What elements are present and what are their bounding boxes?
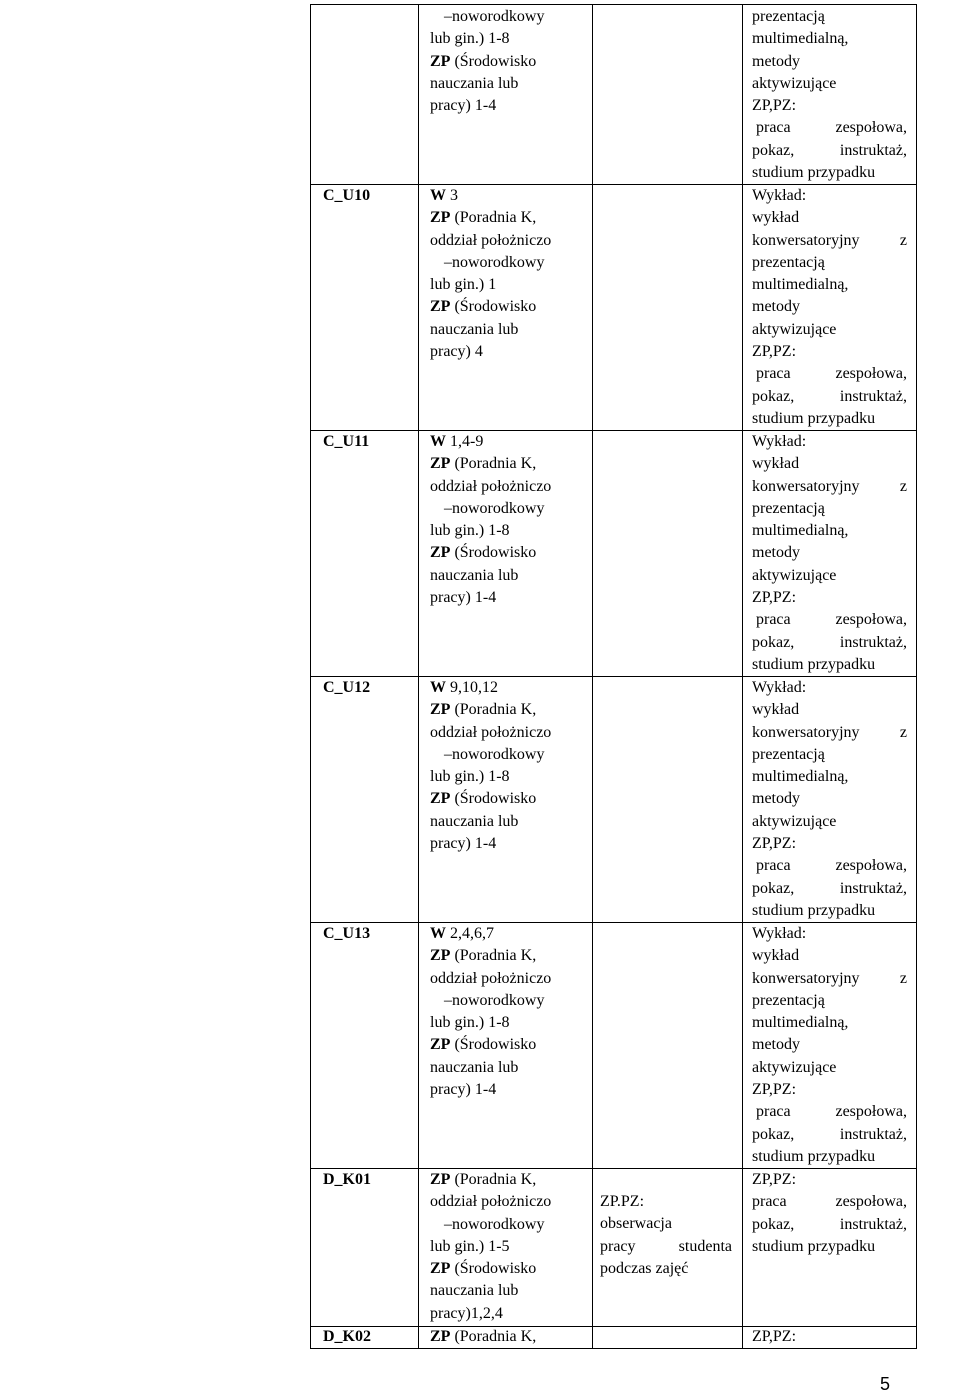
where-line: (Środowisko: [454, 790, 537, 808]
where-line: –noworodkowy: [444, 253, 545, 271]
methods-word: instruktaż,: [839, 1215, 907, 1233]
where-line: (Środowisko: [454, 1260, 537, 1278]
methods-line: metody: [752, 790, 800, 808]
row-where: W 1,4-9 ZP (Poradnia K, oddział położniczo –noworodkowy lub gin.) 1-8 ZP (Środowisko nauczania lub pracy) 1-4: [430, 431, 590, 609]
methods-word: pokaz,: [752, 633, 795, 651]
methods-line: studium przypadku: [752, 1237, 876, 1255]
where-line: pracy) 1-4: [430, 835, 497, 853]
where-line: nauczania lub: [430, 1058, 519, 1076]
methods-word: pokaz,: [752, 1215, 795, 1233]
row-continuation-where: –noworodkowy lub gin.) 1-8 ZP (Środowisko nauczania lub pracy) 1-4: [430, 6, 590, 117]
methods-line: metody: [752, 544, 800, 562]
methods-line: aktywizujące: [752, 1058, 837, 1076]
methods-line: wykład: [752, 209, 800, 227]
where-line: (Środowisko: [454, 298, 537, 316]
row-where: ZP (Poradnia K, oddział położniczo –noworodkowy lub gin.) 1-5 ZP (Środowisko nauczania lub pracy)1,2,4: [430, 1169, 590, 1325]
where-line: 2,4,6,7: [450, 925, 494, 942]
methods-line: metody: [752, 1036, 800, 1054]
methods-word: praca: [752, 1193, 787, 1211]
methods-line: multimedialną,: [752, 30, 849, 48]
row-code: D_K01: [323, 1171, 371, 1188]
methods-line: ZP,PZ:: [752, 589, 797, 607]
row-where: W 3 ZP (Poradnia K, oddział położniczo –noworodkowy lub gin.) 1 ZP (Środowisko nauczania lub pracy) 4: [430, 185, 590, 363]
methods-line: ZP,PZ:: [752, 97, 797, 115]
where-line: lub gin.) 1-8: [430, 522, 510, 540]
where-line: pracy)1,2,4: [430, 1304, 503, 1322]
where-line: –noworodkowy: [444, 1215, 545, 1233]
where-line: pracy) 1-4: [430, 1081, 497, 1099]
where-line: lub gin.) 1-5: [430, 1237, 510, 1255]
methods-line: aktywizujące: [752, 74, 837, 92]
where-line: 1,4-9: [450, 433, 484, 450]
where-line: nauczania lub: [430, 320, 519, 338]
methods-line: prezentacją: [752, 991, 825, 1009]
methods-word: z: [899, 969, 907, 987]
where-line: oddział położniczo: [430, 231, 552, 249]
row-methods: [752, 431, 907, 676]
where-line: (Środowisko: [454, 52, 537, 70]
methods-line: aktywizujące: [752, 566, 837, 584]
methods-line: multimedialną,: [752, 522, 849, 540]
methods-word: pokaz,: [752, 387, 795, 405]
methods-word: konwersatoryjny: [752, 723, 860, 741]
where-line: pracy) 1-4: [430, 589, 497, 607]
methods-word: konwersatoryjny: [752, 477, 860, 495]
methods-word: z: [899, 231, 907, 249]
methods-word: konwersatoryjny: [752, 231, 860, 249]
row-where: ZP (Poradnia K,: [430, 1328, 537, 1345]
methods-line: studium przypadku: [752, 1147, 876, 1165]
methods-line: metody: [752, 298, 800, 316]
where-line: –noworodkowy: [444, 991, 545, 1009]
methods-line: Wykład:: [752, 925, 807, 942]
where-line: nauczania lub: [430, 1282, 519, 1300]
methods-word: praca: [756, 119, 791, 137]
table-border-top: [310, 4, 917, 5]
methods-word: pokaz,: [752, 1125, 795, 1143]
row-methods: [752, 677, 907, 922]
row-methods: [752, 1169, 907, 1258]
methods-line: metody: [752, 52, 800, 70]
where-line: (Środowisko: [454, 1036, 537, 1054]
row-methods: [752, 185, 907, 430]
where-line: pracy) 1-4: [430, 97, 497, 115]
methods-word: praca: [756, 611, 791, 629]
methods-word: instruktaż,: [839, 141, 907, 159]
methods-word: pokaz,: [752, 141, 795, 159]
eval-word: studenta: [678, 1237, 732, 1255]
methods-word: instruktaż,: [839, 633, 907, 651]
methods-line: studium przypadku: [752, 409, 876, 427]
methods-line: ZP,PZ:: [752, 835, 797, 853]
methods-word: zespołowa,: [835, 1193, 907, 1211]
where-line: nauczania lub: [430, 566, 519, 584]
where-line: (Poradnia K,: [454, 947, 537, 965]
row-evaluation: [600, 1191, 732, 1280]
row-where: W 9,10,12 ZP (Poradnia K, oddział położniczo –noworodkowy lub gin.) 1-8 ZP (Środowisko nauczania lub pracy) 1-4: [430, 677, 590, 855]
methods-line: prezentacją: [752, 8, 825, 25]
methods-word: praca: [756, 1103, 791, 1121]
page-number: 5: [880, 1374, 891, 1394]
methods-line: ZP,PZ:: [752, 1328, 797, 1345]
methods-line: ZP,PZ:: [752, 1171, 797, 1188]
where-line: oddział położniczo: [430, 477, 552, 495]
where-line: nauczania lub: [430, 812, 519, 830]
methods-word: zespołowa,: [835, 365, 907, 383]
where-line: (Poradnia K,: [454, 701, 537, 719]
where-line: (Poradnia K,: [454, 455, 537, 473]
where-line: pracy) 4: [430, 343, 483, 361]
methods-word: zespołowa,: [835, 1103, 907, 1121]
row-code: C_U10: [323, 187, 371, 204]
methods-line: Wykład:: [752, 187, 807, 204]
eval-word: pracy: [600, 1237, 636, 1255]
methods-word: praca: [756, 857, 791, 875]
methods-word: zespołowa,: [835, 857, 907, 875]
methods-line: prezentacją: [752, 745, 825, 763]
where-line: nauczania lub: [430, 74, 519, 92]
methods-line: Wykład:: [752, 679, 807, 696]
row-code: C_U11: [323, 433, 370, 450]
row-where: W 2,4,6,7 ZP (Poradnia K, oddział położniczo –noworodkowy lub gin.) 1-8 ZP (Środowisko nauczania lub pracy) 1-4: [430, 923, 590, 1101]
methods-word: zespołowa,: [835, 119, 907, 137]
eval-line: podczas zajęć: [600, 1259, 689, 1277]
methods-word: pokaz,: [752, 879, 795, 897]
methods-word: konwersatoryjny: [752, 969, 860, 987]
where-line: (Poradnia K,: [454, 1171, 537, 1188]
methods-word: zespołowa,: [835, 611, 907, 629]
methods-line: studium przypadku: [752, 164, 876, 182]
row-code: C_U13: [323, 925, 371, 942]
row-methods: [752, 1326, 907, 1348]
methods-line: studium przypadku: [752, 655, 876, 673]
eval-line: ZP.PZ:: [600, 1193, 645, 1210]
methods-word: instruktaż,: [839, 1125, 907, 1143]
methods-line: ZP,PZ:: [752, 343, 797, 361]
where-line: 3: [450, 187, 458, 204]
methods-word: z: [899, 477, 907, 495]
row-continuation-methods: [752, 6, 907, 184]
where-line: –noworodkowy: [444, 745, 545, 763]
methods-word: praca: [756, 365, 791, 383]
eval-line: obserwacja: [600, 1215, 672, 1233]
methods-line: aktywizujące: [752, 812, 837, 830]
methods-line: wykład: [752, 947, 800, 965]
row-methods: [752, 923, 907, 1168]
where-line: oddział położniczo: [430, 723, 552, 741]
row-code: D_K02: [323, 1328, 371, 1345]
where-line: (Poradnia K,: [454, 209, 537, 227]
where-line: –noworodkowy: [444, 499, 545, 517]
where-line: oddział położniczo: [430, 1193, 552, 1211]
row-code: C_U12: [323, 679, 371, 696]
where-line: (Środowisko: [454, 544, 537, 562]
where-line: lub gin.) 1-8: [430, 30, 510, 48]
methods-line: prezentacją: [752, 253, 825, 271]
methods-word: z: [899, 723, 907, 741]
where-line: –noworodkowy: [444, 8, 545, 25]
methods-line: multimedialną,: [752, 276, 849, 294]
where-line: 9,10,12: [450, 679, 498, 696]
where-line: (Poradnia K,: [454, 1328, 537, 1345]
methods-line: prezentacją: [752, 499, 825, 517]
methods-line: multimedialną,: [752, 768, 849, 786]
methods-line: aktywizujące: [752, 320, 837, 338]
where-line: lub gin.) 1-8: [430, 768, 510, 786]
methods-word: instruktaż,: [839, 879, 907, 897]
methods-line: ZP,PZ:: [752, 1081, 797, 1099]
methods-line: multimedialną,: [752, 1014, 849, 1032]
methods-line: wykład: [752, 455, 800, 473]
methods-line: wykład: [752, 701, 800, 719]
where-line: lub gin.) 1-8: [430, 1014, 510, 1032]
methods-line: Wykład:: [752, 433, 807, 450]
methods-word: instruktaż,: [839, 387, 907, 405]
methods-line: studium przypadku: [752, 901, 876, 919]
where-line: lub gin.) 1: [430, 276, 497, 294]
where-line: oddział położniczo: [430, 969, 552, 987]
